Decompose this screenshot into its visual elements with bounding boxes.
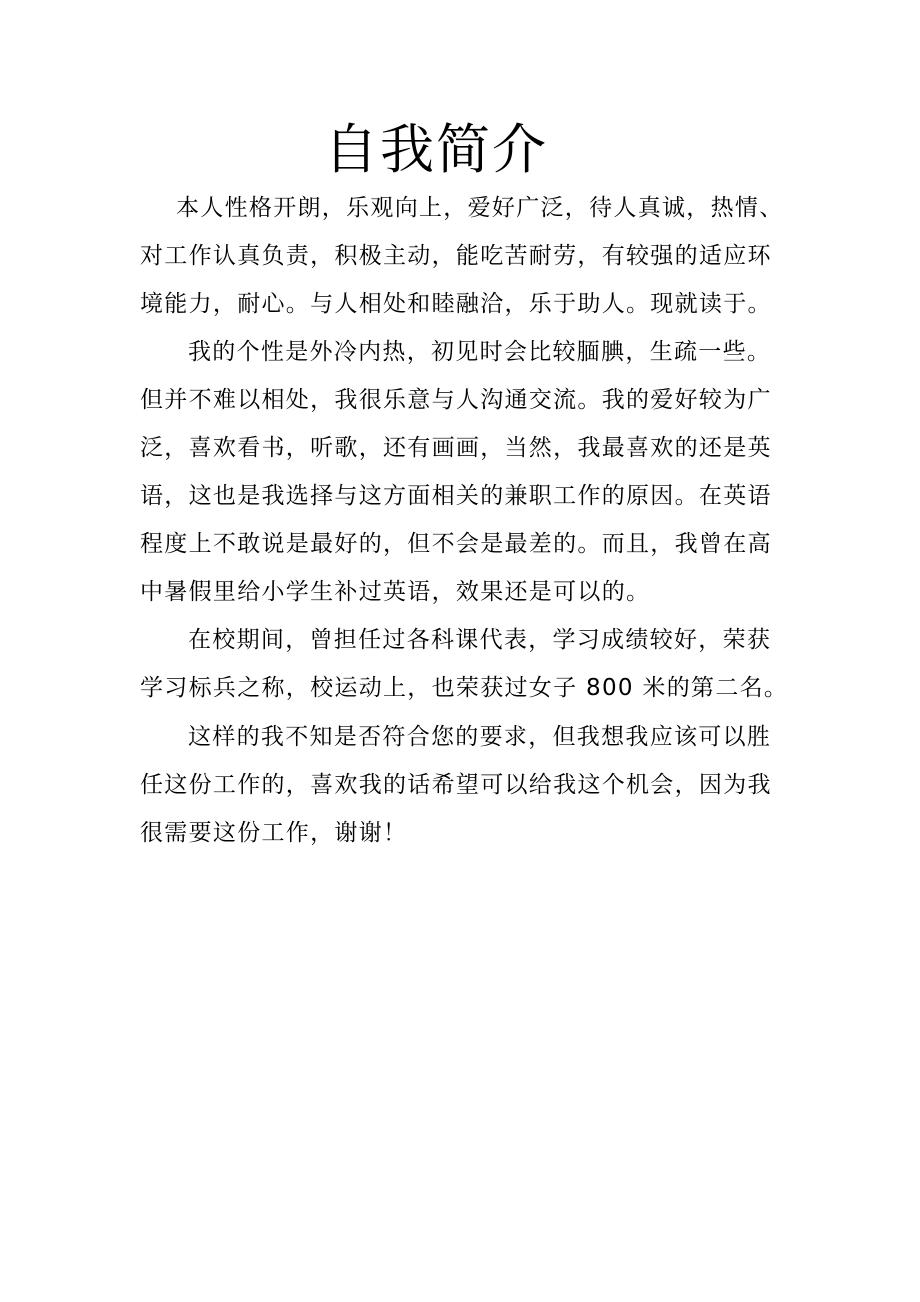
paragraph-1-line-3: 境能力，耐心。与人相处和睦融洽，乐于助人。现就读于。 [140, 291, 772, 317]
paragraph-3-line-1: 在校期间，曾担任过各科课代表，学习成绩较好，荣获 [188, 627, 772, 653]
paragraph-2-line-2: 但并不难以相处，我很乐意与人沟通交流。我的爱好较为广 [140, 387, 772, 413]
paragraph-4-line-2: 任这份工作的，喜欢我的话希望可以给我这个机会，因为我 [140, 772, 772, 798]
paragraph-1-line-2: 对工作认真负责，积极主动，能吃苦耐劳，有较强的适应环 [140, 243, 772, 269]
paragraph-2-line-4: 语，这也是我选择与这方面相关的兼职工作的原因。在英语 [140, 483, 772, 509]
paragraph-3-line-2: 学习标兵之称，校运动上，也荣获过女子 800 米的第二名。 [140, 675, 789, 701]
paragraph-4-line-3: 很需要这份工作，谢谢！ [140, 820, 408, 846]
paragraph-4-line-1: 这样的我不知是否符合您的要求，但我想我应该可以胜 [188, 724, 772, 750]
paragraph-2-line-1: 我的个性是外冷内热，初见时会比较腼腆，生疏一些。 [188, 339, 772, 365]
paragraph-2-line-3: 泛，喜欢看书，听歌，还有画画，当然，我最喜欢的还是英 [140, 435, 772, 461]
paragraph-2-line-6: 中暑假里给小学生补过英语，效果还是可以的。 [140, 579, 651, 605]
paragraph-1-line-1: 本人性格开朗，乐观向上，爱好广泛，待人真诚，热情、 [176, 195, 784, 221]
paragraph-2-line-5: 程度上不敢说是最好的，但不会是最差的。而且，我曾在高 [140, 531, 772, 557]
document-title: 自我简介 [324, 118, 548, 181]
